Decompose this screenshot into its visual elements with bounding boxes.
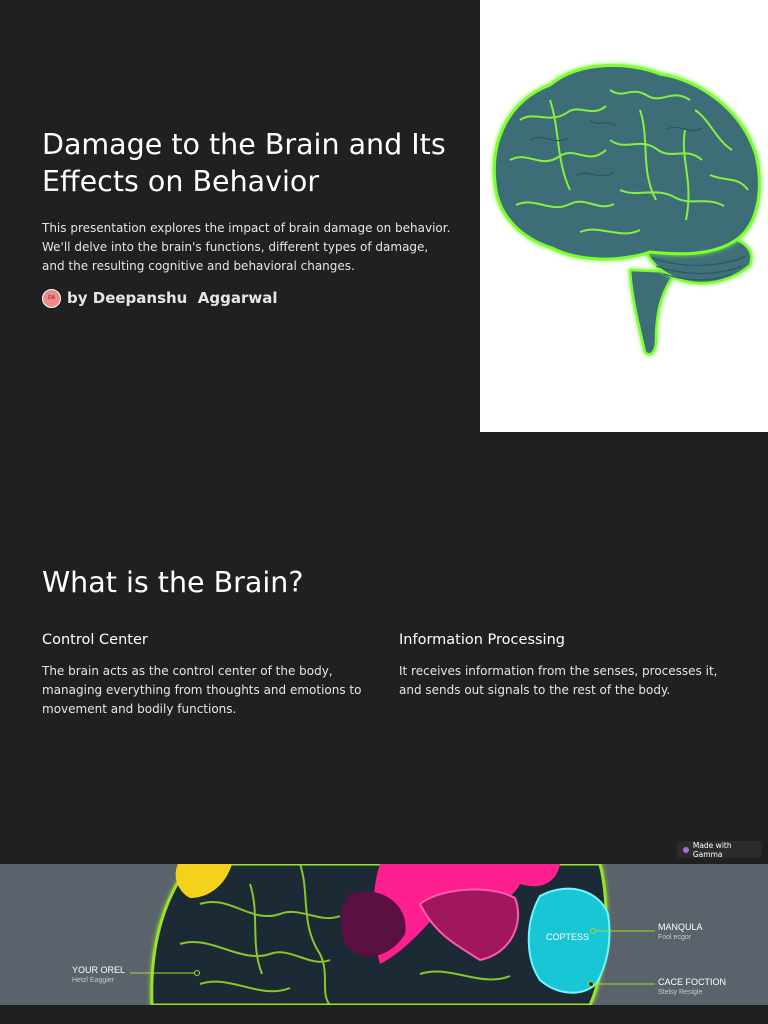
label-right-bottom: CACE FOCTION [658,977,727,987]
card-heading: Control Center [42,632,148,648]
label-right-bottom-sub: Stelsy Resigle [658,989,703,996]
author-name: by Deepanshu Aggarwal [67,289,278,307]
card-body: It receives information from the senses, processes it, and sends out signals to the rest of the body. [399,664,718,697]
colored-brain-diagram [0,864,768,1005]
label-center: COPTESS [546,932,590,942]
made-with-gamma-badge[interactable] [677,841,762,858]
brain-illustration-panel [480,0,768,432]
gamma-logo-icon [683,847,689,853]
badge-label: Made with Gamma [692,840,732,859]
card-control-center [42,632,362,719]
title-slide [0,0,768,432]
bottom-bar [0,1005,768,1024]
brain-illustration [480,0,768,432]
card-information-processing [399,632,719,700]
colored-brain-illustration [0,864,768,1005]
card-heading: Information Processing [399,632,565,648]
author-avatar: DA [42,289,61,308]
author-line [42,288,278,308]
label-left-sub: Hetzl Eaggier [72,977,115,984]
presentation-title: Damage to the Brain and Its Effects on Behavior [42,128,446,198]
label-right-top-sub: Fool ecgor [658,934,692,941]
intro-paragraph: This presentation explores the impact of brain damage on behavior. We'll delve into the brain's functions, different types of damage, and the resulting cognitive and behavioral changes. [42,221,451,273]
label-left: YOUR OREL [72,965,126,975]
card-body: The brain acts as the control center of the body, managing everything from thoughts and emotions to movement and bodily functions. [42,664,362,716]
label-right-top: MANQULA [658,922,703,932]
section-title: What is the Brain? [42,566,304,599]
